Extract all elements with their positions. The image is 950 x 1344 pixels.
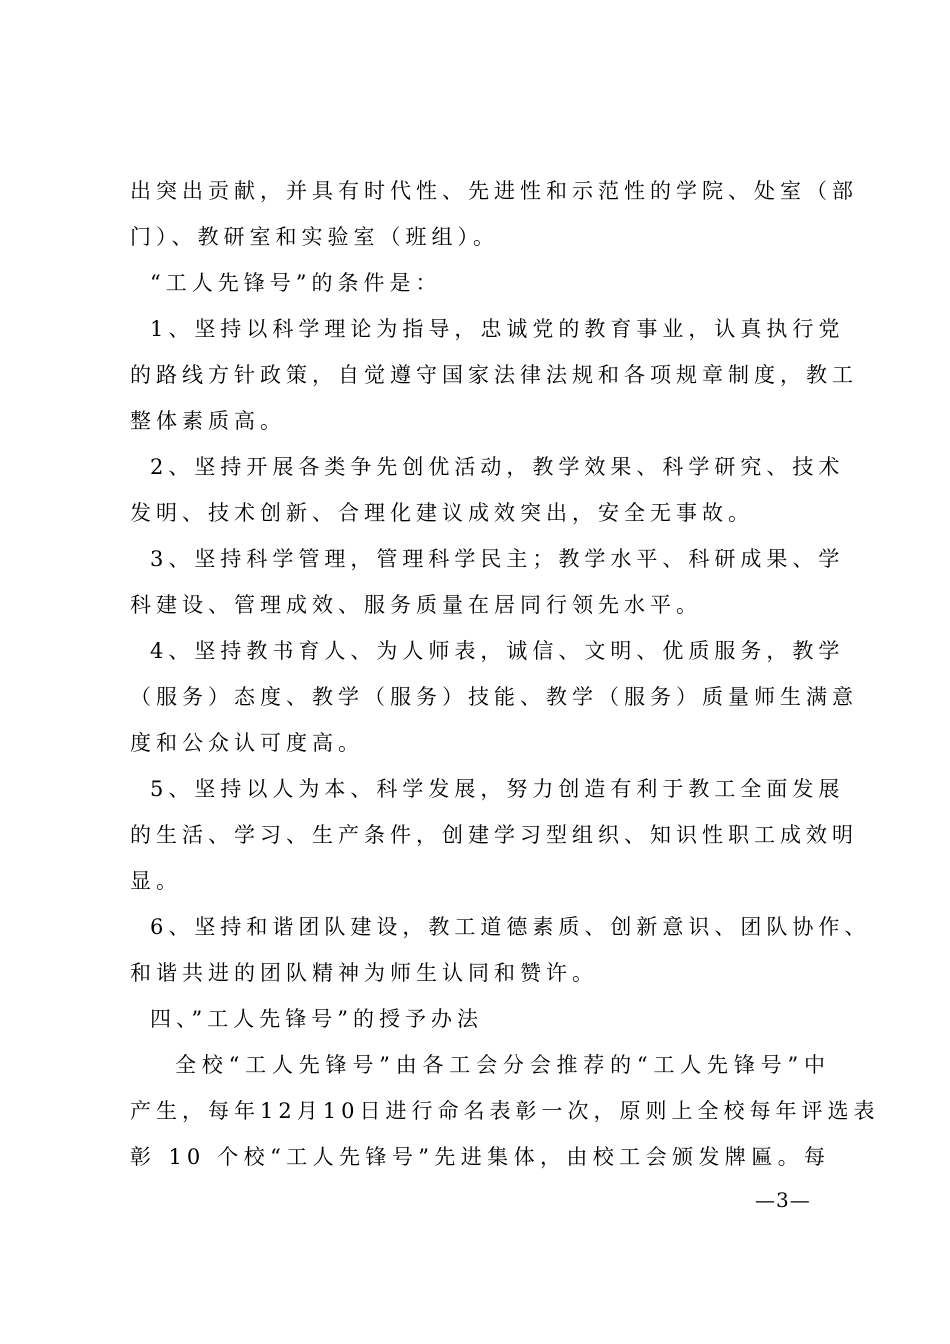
paragraph-line: 门）、教研室和实验室（班组）。 — [130, 225, 499, 249]
list-item-4-line: 度和公众认可度高。 — [130, 731, 364, 755]
list-item-2-line: 2、坚持开展各类争先创优活动，教学效果、科学研究、技术 — [150, 455, 845, 479]
list-item-6-line: 和谐共进的团队精神为师生认同和赞许。 — [130, 961, 598, 985]
paragraph-line: 出突出贡献，并具有时代性、先进性和示范性的学院、处室（部 — [130, 179, 858, 203]
section-heading: “工人先锋号”的条件是： — [150, 271, 442, 295]
list-item-2-line: 发明、技术创新、合理化建议成效突出，安全无事故。 — [130, 501, 754, 525]
list-item-4-line: 4、坚持教书育人、为人师表，诚信、文明、优质服务，教学 — [150, 639, 845, 663]
paragraph-line: 全校“工人先锋号”由各工会分会推荐的“工人先锋号”中 — [175, 1053, 830, 1077]
list-item-1-line: 整体素质高。 — [130, 409, 286, 433]
list-item-6-line: 6、坚持和谐团队建设，教工道德素质、创新意识、团队协作、 — [150, 915, 871, 939]
section-heading: 四、”工人先锋号”的授予办法 — [150, 1007, 483, 1031]
list-item-5-line: 的生活、学习、生产条件，创建学习型组织、知识性职工成效明 — [130, 823, 858, 847]
list-item-4-line: （服务）态度、教学（服务）技能、教学（服务）质量师生满意 — [130, 685, 858, 709]
paragraph-line: 彰 10 个校“工人先锋号”先进集体，由校工会颁发牌匾。每 — [130, 1145, 830, 1169]
paragraph-line: 产生，每年12月10日进行命名表彰一次，原则上全校每年评选表 — [130, 1099, 880, 1123]
page-number: —3— — [755, 1188, 811, 1212]
list-item-5-line: 显。 — [130, 869, 182, 893]
list-item-1-line: 1、坚持以科学理论为指导，忠诚党的教育事业，认真执行党 — [150, 317, 845, 341]
list-item-3-line: 科建设、管理成效、服务质量在居同行领先水平。 — [130, 593, 702, 617]
list-item-5-line: 5、坚持以人为本、科学发展，努力创造有利于教工全面发展 — [150, 777, 845, 801]
list-item-1-line: 的路线方针政策，自觉遵守国家法律法规和各项规章制度，教工 — [130, 363, 858, 387]
list-item-3-line: 3、坚持科学管理，管理科学民主；教学水平、科研成果、学 — [150, 547, 845, 571]
